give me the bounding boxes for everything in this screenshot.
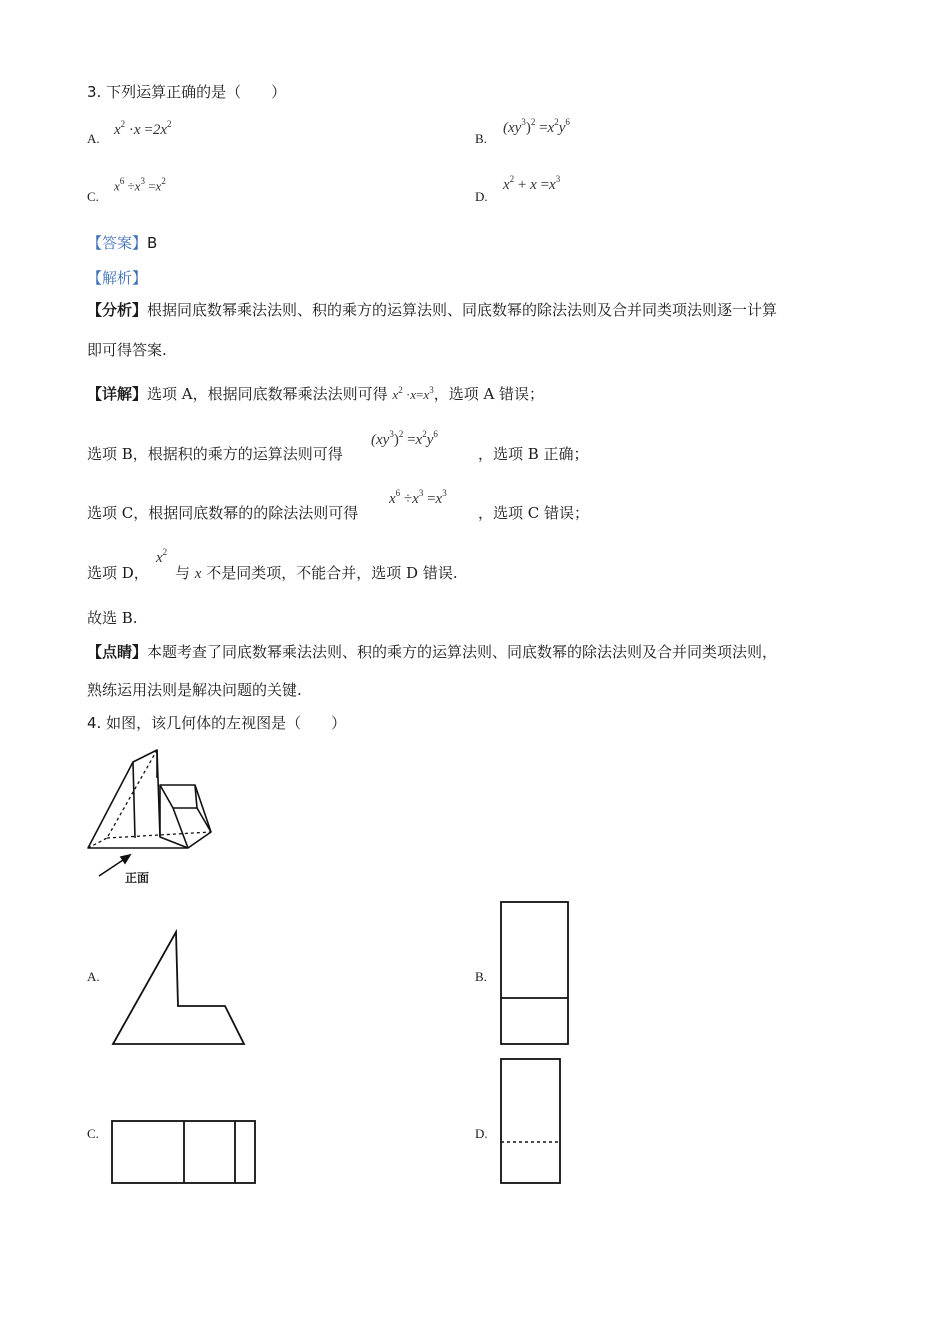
- detail-a: 【详解】选项 A，根据同底数幂乘法法则可得 $x^2 \cdot x=x^3$，选项 A 错误；: [87, 384, 545, 403]
- detail-b-pre: 选项 B，根据积的乘方的运算法则可得: [87, 445, 343, 463]
- q4-option-c-label: C.: [87, 1126, 99, 1141]
- fenxi-line-1: 【分析】根据同底数幂乘法法则、积的乘方的运算法则、同底数幂的除法法则及合并同类项法则逐一计算: [87, 301, 778, 319]
- detail-c-post: ，选项 C 错误；: [478, 504, 590, 522]
- option-c-label: C.: [87, 189, 99, 204]
- question-4-stem: 4. 如图，该几何体的左视图是（ ）: [87, 714, 347, 732]
- option-b-formula: $(xy^3)^2 =x^2y^6$: [503, 117, 570, 136]
- option-a-formula: $x^2 \cdot x =2x^2$: [114, 119, 172, 138]
- detail-d-formula: $x^2$: [156, 547, 168, 566]
- option-d-formula: $x^2 + x =x^3$: [503, 174, 561, 193]
- detail-b-formula: $(xy^3)^2 =x^2y^6$: [371, 429, 438, 448]
- fenxi-line-2: 即可得答案.: [87, 341, 167, 359]
- dianjing-line-2: 熟练运用法则是解决问题的关键.: [87, 681, 302, 699]
- detail-d-post: 与 x 不是同类项，不能合并，选项 D 错误.: [175, 564, 458, 582]
- question-3-stem: 3. 下列运算正确的是（ ）: [87, 83, 287, 101]
- q4-option-a-label: A.: [87, 969, 100, 984]
- front-label: 正面: [125, 871, 150, 885]
- detail-a-formula: $x^2 \cdot x=x^3$: [392, 384, 434, 402]
- analysis-tag: 【解析】: [87, 269, 148, 287]
- detail-c-pre: 选项 C，根据同底数幂的的除法法则可得: [87, 504, 359, 522]
- detail-b-post: ，选项 B 正确；: [478, 445, 589, 463]
- option-d-label: D.: [475, 189, 488, 204]
- option-b-label: B.: [475, 131, 487, 146]
- detail-c-formula: $x^6 \div x^3 =x^3$: [389, 488, 447, 507]
- option-c-formula: $x^6 \div x^3 =x^2$: [114, 176, 166, 194]
- answer-line: 【答案】B: [87, 234, 158, 252]
- conclusion: 故选 B.: [87, 609, 138, 627]
- detail-d-pre: 选项 D，: [87, 564, 149, 582]
- option-a-label: A.: [87, 131, 100, 146]
- dianjing-line-1: 【点睛】本题考查了同底数幂乘法法则、积的乘方的运算法则、同底数幂的除法法则及合并同类项法则，: [87, 643, 778, 661]
- q4-option-d-label: D.: [475, 1126, 488, 1141]
- q4-option-b-label: B.: [475, 969, 487, 984]
